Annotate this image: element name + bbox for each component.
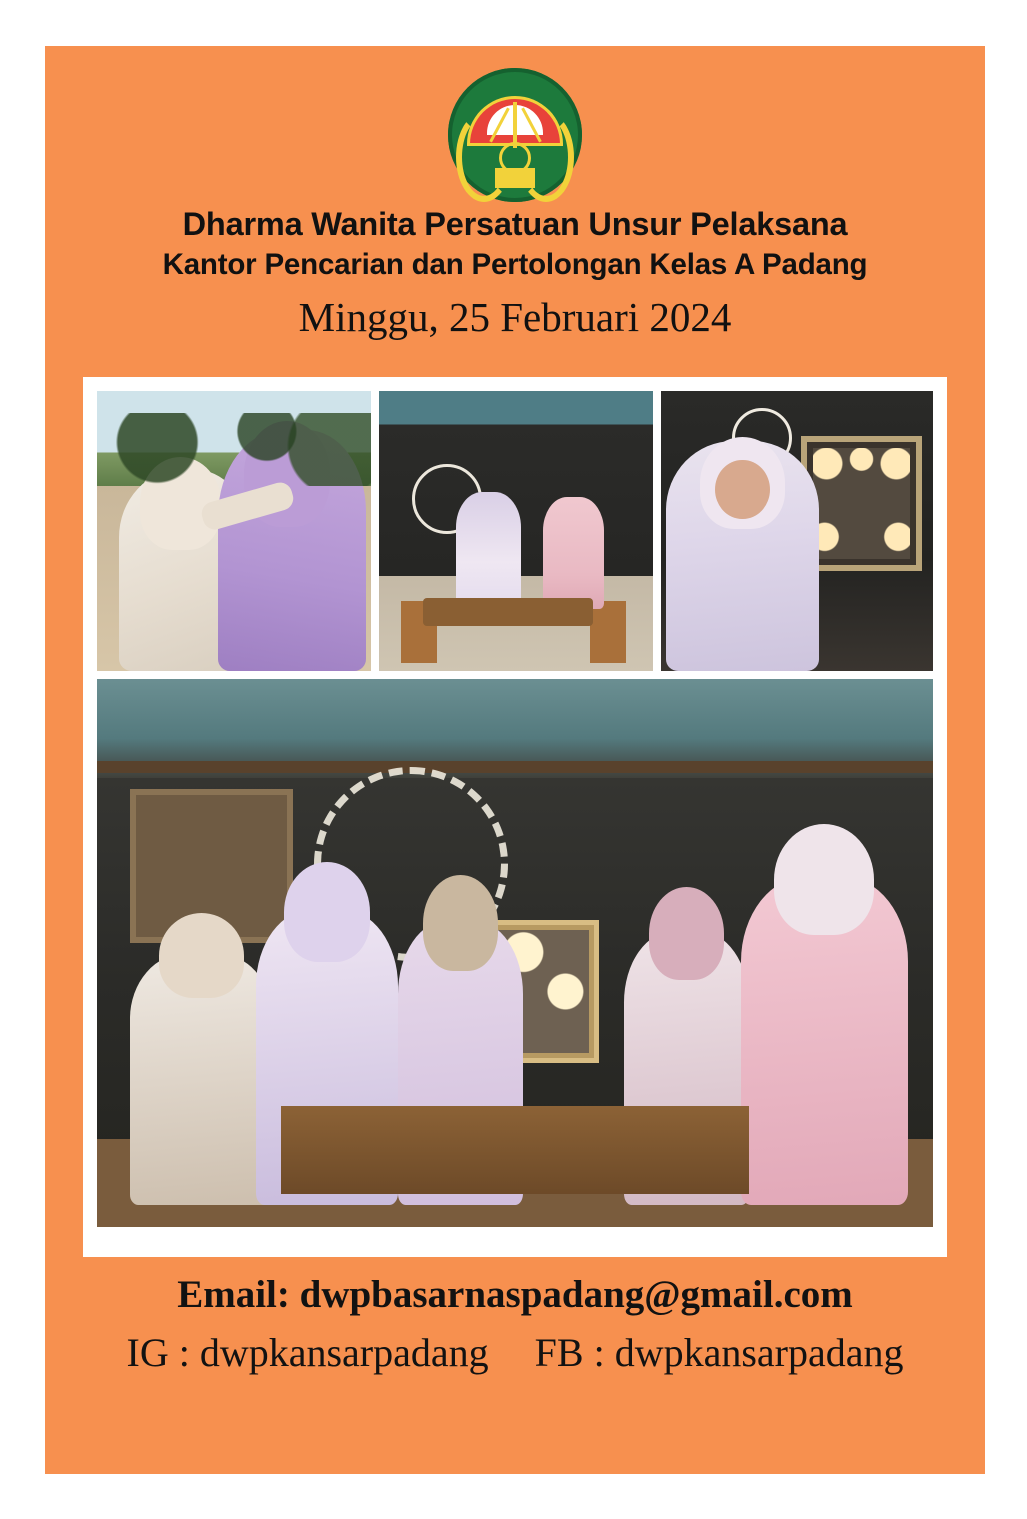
email-row xyxy=(45,1274,985,1317)
figure-1 xyxy=(130,953,272,1205)
poster-canvas xyxy=(45,46,985,1474)
email-label: Email: xyxy=(177,1273,290,1316)
photo-top-left xyxy=(97,391,371,671)
figure-seated-right xyxy=(543,497,603,609)
facebook-label: FB : xyxy=(534,1329,605,1375)
photo-collage xyxy=(83,377,947,1257)
photo-top-right-scene xyxy=(661,391,933,671)
photo-main xyxy=(97,679,933,1227)
cafe-table xyxy=(423,598,593,626)
organization-title-primary: Dharma Wanita Persatuan Unsur Pelaksana xyxy=(182,206,848,242)
contact-footer xyxy=(45,1274,985,1375)
photo-row-top xyxy=(97,391,933,671)
figure-makeup-artist xyxy=(218,430,366,671)
instagram-label: IG : xyxy=(126,1329,190,1375)
photo-top-right xyxy=(661,391,933,671)
roof-beam xyxy=(97,761,933,773)
stool-right xyxy=(590,601,626,663)
figure-5 xyxy=(741,876,908,1205)
vanity-mirror xyxy=(801,436,922,571)
event-date: Minggu, 25 Februari 2024 xyxy=(298,293,732,340)
figure-portrait xyxy=(666,441,818,671)
instagram-handle: dwpkansarpadang xyxy=(199,1329,489,1375)
photo-top-left-scene xyxy=(97,391,371,671)
figure-seated-left xyxy=(456,492,522,610)
photo-main-scene xyxy=(97,679,933,1227)
title-block xyxy=(45,206,985,340)
facebook-handle: dwpkansarpadang xyxy=(614,1329,904,1375)
photo-top-center xyxy=(379,391,653,671)
email-value: dwpbasarnaspadang@gmail.com xyxy=(299,1273,853,1316)
social-row xyxy=(45,1331,985,1375)
organization-logo xyxy=(440,68,590,198)
main-table xyxy=(281,1106,749,1194)
photo-top-center-scene xyxy=(379,391,653,671)
logo-base-icon xyxy=(495,168,535,188)
organization-title-secondary: Kantor Pencarian dan Pertolongan Kelas A Padang xyxy=(162,248,868,282)
